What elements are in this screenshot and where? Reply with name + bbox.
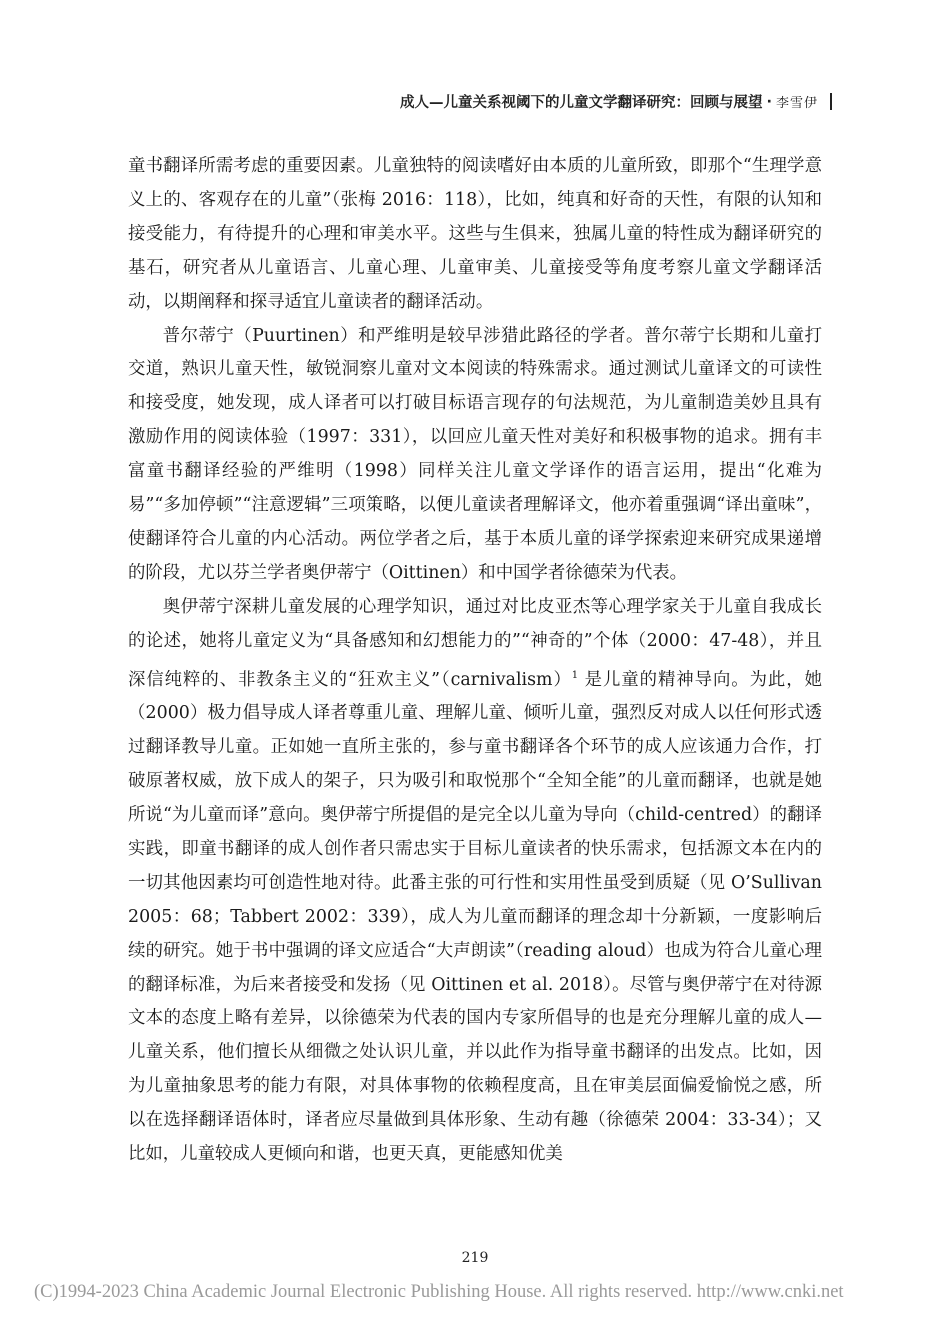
running-header bbox=[400, 91, 832, 112]
article-body bbox=[128, 150, 822, 1172]
header-rule bbox=[830, 93, 832, 110]
footnote-marker[interactable]: 1 bbox=[571, 669, 579, 681]
paragraph-3-part-1: 奥伊蒂宁深耕儿童发展的心理学知识，通过对比皮亚杰等心理学家关于儿童自我成长的论述，她将儿童定义为“具备感知和幻想能力的”“神奇的”个体（2000：47-48），并且深信纯粹的、非教条主义的“狂欢主义”（carnivalism） bbox=[128, 596, 822, 690]
paragraph-3 bbox=[128, 591, 822, 1172]
copyright-footer: (C)1994-2023 China Academic Journal Electronic Publishing House. All rights reserved. http://www.cnki.net bbox=[34, 1282, 844, 1302]
header-title: 成人—儿童关系视阈下的儿童文学翻译研究：回顾与展望 bbox=[399, 95, 763, 111]
header-author: 李雪伊 bbox=[775, 96, 818, 111]
paragraph-3-part-2: 是儿童的精神导向。为此，她（2000）极力倡导成人译者尊重儿童、理解儿童、倾听儿童，强烈反对成人以任何形式透过翻译教导儿童。正如她一直所主张的，参与童书翻译各个环节的成人应该通力合作，打破原著权威，放下成人的架子，只为吸引和取悦那个“全知全能”的儿童而翻译，也就是她所说“为儿童而译”意向。奥伊蒂宁所提倡的是完全以儿童为导向（child-centred）的翻译实践，即童书翻译的成人创作者只需忠实于目标儿童读者的快乐需求，包括源文本在内的一切其他因素均可创造性地对待。此番主张的可行性和实用性虽受到质疑（见 O’Sullivan 2005：68；Tabbert 2002：339），成人为儿童而翻译的理念却十分新颖，一度影响后续的研究。她于书中强调的译文应适合“大声朗读”（reading aloud）也成为符合儿童心理的翻译标准，为后来者接受和发扬（见 Oittinen et al. 2018）。尽管与奥伊蒂宁在对待源文本的态度上略有差异，以徐德荣为代表的国内专家所倡导的也是充分理解儿童的成人—儿童关系，他们擅长从细微之处认识儿童，并以此作为指导童书翻译的出发点。比如，因为儿童抽象思考的能力有限，对具体事物的依赖程度高，且在审美层面偏爱愉悦之感，所以在选择翻译语体时，译者应尽量做到具体形象、生动有趣（徐德荣 2004：33-34）；又比如，儿童较成人更倾向和谐，也更天真，更能感知优美 bbox=[128, 669, 822, 1165]
page-number: 219 bbox=[461, 1250, 489, 1266]
paragraph-2: 普尔蒂宁（Puurtinen）和严维明是较早涉猎此路径的学者。普尔蒂宁长期和儿童打交道，熟识儿童天性，敏锐洞察儿童对文本阅读的特殊需求。通过测试儿童译文的可读性和接受度，她发现，成人译者可以打破目标语言现存的句法规范，为儿童制造美妙且具有激励作用的阅读体验（1997：331），以回应儿童天性对美好和积极事物的追求。拥有丰富童书翻译经验的严维明（1998）同样关注儿童文学译作的语言运用，提出“化难为易”“多加停顿”“注意逻辑”三项策略，以便儿童读者理解译文，他亦着重强调“译出童味”，使翻译符合儿童的内心活动。两位学者之后，基于本质儿童的译学探索迎来研究成果递增的阶段，尤以芬兰学者奥伊蒂宁（Oittinen）和中国学者徐德荣为代表。 bbox=[128, 325, 822, 583]
paragraph-1: 童书翻译所需考虑的重要因素。儿童独特的阅读嗜好由本质的儿童所致，即那个“生理学意义上的、客观存在的儿童”（张梅 2016：118），比如，纯真和好奇的天性，有限的认知和接受能力，有待提升的心理和审美水平。这些与生俱来，独属儿童的特性成为翻译研究的基石，研究者从儿童语言、儿童心理、儿童审美、儿童接受等角度考察儿童文学翻译活动，以期阐释和探寻适宜儿童读者的翻译活动。 bbox=[128, 156, 822, 312]
header-separator: · bbox=[766, 93, 772, 110]
